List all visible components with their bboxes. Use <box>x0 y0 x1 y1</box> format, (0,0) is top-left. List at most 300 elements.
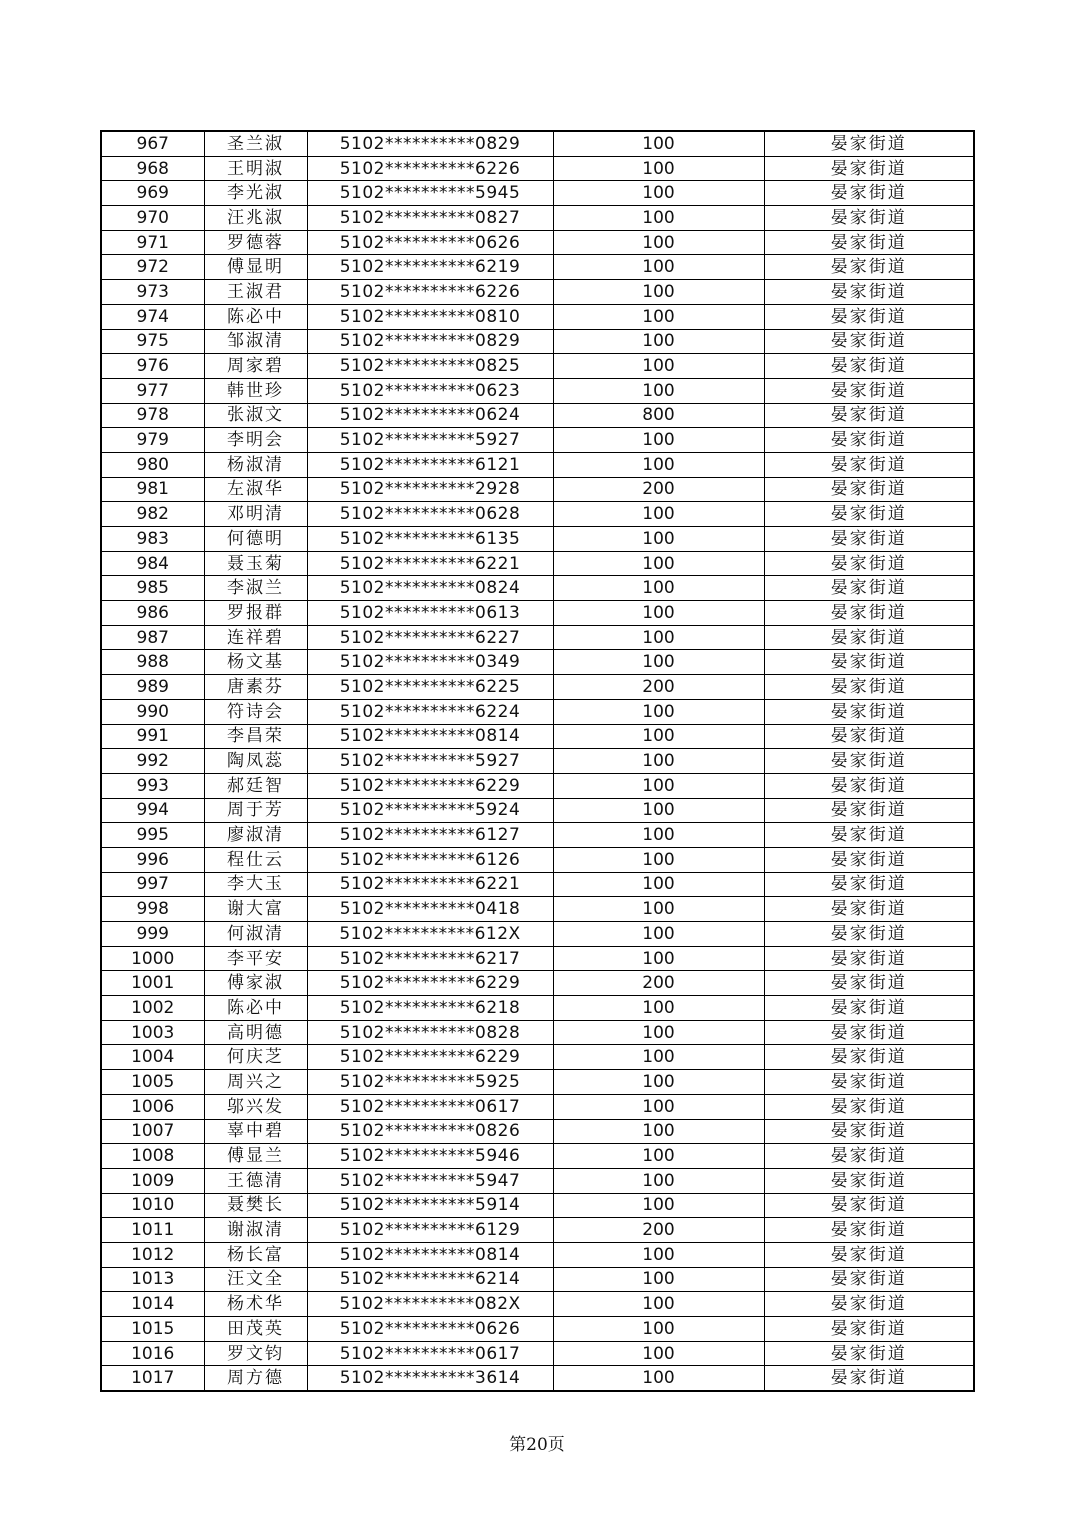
id-number-cell: 5102**********5945 <box>307 181 553 206</box>
amount-cell: 100 <box>553 823 764 848</box>
row-number-cell: 1015 <box>101 1317 204 1342</box>
amount-cell: 100 <box>553 1020 764 1045</box>
row-number-cell: 971 <box>101 230 204 255</box>
id-number-cell: 5102**********0628 <box>307 502 553 527</box>
name-cell: 李平安 <box>204 946 307 971</box>
street-cell: 晏家街道 <box>764 1317 974 1342</box>
id-number-cell: 5102**********612X <box>307 922 553 947</box>
name-cell: 左淑华 <box>204 477 307 502</box>
table-row <box>101 1341 974 1366</box>
street-cell: 晏家街道 <box>764 280 974 305</box>
street-cell: 晏家街道 <box>764 773 974 798</box>
amount-cell: 100 <box>553 551 764 576</box>
name-cell: 陈必中 <box>204 304 307 329</box>
street-cell: 晏家街道 <box>764 576 974 601</box>
street-cell: 晏家街道 <box>764 675 974 700</box>
street-cell: 晏家街道 <box>764 428 974 453</box>
amount-cell: 100 <box>553 798 764 823</box>
street-cell: 晏家街道 <box>764 699 974 724</box>
id-number-cell: 5102**********6229 <box>307 773 553 798</box>
id-number-cell: 5102**********5946 <box>307 1144 553 1169</box>
table-row <box>101 181 974 206</box>
row-number-cell: 1000 <box>101 946 204 971</box>
row-number-cell: 982 <box>101 502 204 527</box>
street-cell: 晏家街道 <box>764 1193 974 1218</box>
name-cell: 李光淑 <box>204 181 307 206</box>
row-number-cell: 974 <box>101 304 204 329</box>
amount-cell: 100 <box>553 724 764 749</box>
name-cell: 周方德 <box>204 1366 307 1391</box>
name-cell: 罗德蓉 <box>204 230 307 255</box>
name-cell: 李大玉 <box>204 872 307 897</box>
name-cell: 傅显明 <box>204 255 307 280</box>
row-number-cell: 1004 <box>101 1045 204 1070</box>
id-number-cell: 5102**********6129 <box>307 1218 553 1243</box>
street-cell: 晏家街道 <box>764 749 974 774</box>
id-number-cell: 5102**********6226 <box>307 156 553 181</box>
id-number-cell: 5102**********0810 <box>307 304 553 329</box>
table-row <box>101 724 974 749</box>
id-number-cell: 5102**********6219 <box>307 255 553 280</box>
table-row <box>101 1070 974 1095</box>
name-cell: 谢淑清 <box>204 1218 307 1243</box>
name-cell: 陶凤蕊 <box>204 749 307 774</box>
amount-cell: 100 <box>553 1193 764 1218</box>
street-cell: 晏家街道 <box>764 181 974 206</box>
amount-cell: 100 <box>553 304 764 329</box>
table-row <box>101 1045 974 1070</box>
amount-cell: 100 <box>553 1292 764 1317</box>
row-number-cell: 968 <box>101 156 204 181</box>
table-row <box>101 502 974 527</box>
table-row <box>101 1119 974 1144</box>
street-cell: 晏家街道 <box>764 823 974 848</box>
id-number-cell: 5102**********2928 <box>307 477 553 502</box>
amount-cell: 100 <box>553 329 764 354</box>
id-number-cell: 5102**********5914 <box>307 1193 553 1218</box>
name-cell: 傅显兰 <box>204 1144 307 1169</box>
table-row <box>101 1168 974 1193</box>
table-row <box>101 156 974 181</box>
table-row <box>101 551 974 576</box>
amount-cell: 100 <box>553 502 764 527</box>
row-number-cell: 1017 <box>101 1366 204 1391</box>
table-row <box>101 1218 974 1243</box>
amount-cell: 100 <box>553 156 764 181</box>
street-cell: 晏家街道 <box>764 1070 974 1095</box>
row-number-cell: 973 <box>101 280 204 305</box>
name-cell: 连祥碧 <box>204 625 307 650</box>
row-number-cell: 1006 <box>101 1094 204 1119</box>
table-row <box>101 675 974 700</box>
street-cell: 晏家街道 <box>764 131 974 156</box>
id-number-cell: 5102**********6135 <box>307 527 553 552</box>
id-number-cell: 5102**********0349 <box>307 650 553 675</box>
page-number: 第20页 <box>509 1435 565 1455</box>
name-cell: 杨长富 <box>204 1242 307 1267</box>
street-cell: 晏家街道 <box>764 971 974 996</box>
row-number-cell: 969 <box>101 181 204 206</box>
table-row <box>101 452 974 477</box>
id-number-cell: 5102**********6221 <box>307 872 553 897</box>
row-number-cell: 1005 <box>101 1070 204 1095</box>
id-number-cell: 5102**********6121 <box>307 452 553 477</box>
amount-cell: 100 <box>553 650 764 675</box>
street-cell: 晏家街道 <box>764 1292 974 1317</box>
name-cell: 李昌荣 <box>204 724 307 749</box>
table-row <box>101 304 974 329</box>
street-cell: 晏家街道 <box>764 502 974 527</box>
table-row <box>101 847 974 872</box>
table-row <box>101 1292 974 1317</box>
name-cell: 李淑兰 <box>204 576 307 601</box>
amount-cell: 100 <box>553 181 764 206</box>
amount-cell: 200 <box>553 971 764 996</box>
table-row <box>101 378 974 403</box>
row-number-cell: 983 <box>101 527 204 552</box>
amount-cell: 200 <box>553 675 764 700</box>
street-cell: 晏家街道 <box>764 403 974 428</box>
street-cell: 晏家街道 <box>764 156 974 181</box>
name-cell: 何淑清 <box>204 922 307 947</box>
street-cell: 晏家街道 <box>764 477 974 502</box>
table-row <box>101 1193 974 1218</box>
id-number-cell: 5102**********6214 <box>307 1267 553 1292</box>
name-cell: 聂樊长 <box>204 1193 307 1218</box>
name-cell: 唐素芬 <box>204 675 307 700</box>
table-row <box>101 946 974 971</box>
table-row <box>101 230 974 255</box>
table-row <box>101 1020 974 1045</box>
name-cell: 高明德 <box>204 1020 307 1045</box>
amount-cell: 100 <box>553 428 764 453</box>
id-number-cell: 5102**********0624 <box>307 403 553 428</box>
name-cell: 张淑文 <box>204 403 307 428</box>
row-number-cell: 994 <box>101 798 204 823</box>
street-cell: 晏家街道 <box>764 946 974 971</box>
name-cell: 罗文钧 <box>204 1341 307 1366</box>
table-row <box>101 650 974 675</box>
amount-cell: 100 <box>553 996 764 1021</box>
street-cell: 晏家街道 <box>764 1144 974 1169</box>
name-cell: 周家碧 <box>204 354 307 379</box>
table-row <box>101 1094 974 1119</box>
id-number-cell: 5102**********0418 <box>307 897 553 922</box>
name-cell: 傅家淑 <box>204 971 307 996</box>
table-row <box>101 699 974 724</box>
row-number-cell: 1002 <box>101 996 204 1021</box>
amount-cell: 100 <box>553 897 764 922</box>
street-cell: 晏家街道 <box>764 452 974 477</box>
row-number-cell: 978 <box>101 403 204 428</box>
id-number-cell: 5102**********0623 <box>307 378 553 403</box>
table-row <box>101 897 974 922</box>
amount-cell: 100 <box>553 749 764 774</box>
id-number-cell: 5102**********082X <box>307 1292 553 1317</box>
name-cell: 邓明清 <box>204 502 307 527</box>
table-row <box>101 1317 974 1342</box>
id-number-cell: 5102**********0828 <box>307 1020 553 1045</box>
table-row <box>101 428 974 453</box>
name-cell: 邬兴发 <box>204 1094 307 1119</box>
table-row <box>101 206 974 231</box>
amount-cell: 100 <box>553 1144 764 1169</box>
amount-cell: 100 <box>553 576 764 601</box>
street-cell: 晏家街道 <box>764 378 974 403</box>
row-number-cell: 1008 <box>101 1144 204 1169</box>
name-cell: 王德清 <box>204 1168 307 1193</box>
row-number-cell: 996 <box>101 847 204 872</box>
amount-cell: 100 <box>553 1317 764 1342</box>
id-number-cell: 5102**********5927 <box>307 749 553 774</box>
name-cell: 廖淑清 <box>204 823 307 848</box>
table-row <box>101 1242 974 1267</box>
table-row <box>101 1366 974 1391</box>
street-cell: 晏家街道 <box>764 255 974 280</box>
row-number-cell: 1012 <box>101 1242 204 1267</box>
street-cell: 晏家街道 <box>764 329 974 354</box>
table-row <box>101 872 974 897</box>
table-row <box>101 131 974 156</box>
amount-cell: 100 <box>553 773 764 798</box>
name-cell: 王淑君 <box>204 280 307 305</box>
street-cell: 晏家街道 <box>764 1267 974 1292</box>
row-number-cell: 990 <box>101 699 204 724</box>
row-number-cell: 992 <box>101 749 204 774</box>
amount-cell: 100 <box>553 255 764 280</box>
name-cell: 周兴之 <box>204 1070 307 1095</box>
table-row <box>101 823 974 848</box>
name-cell: 汪兆淑 <box>204 206 307 231</box>
table-row <box>101 625 974 650</box>
row-number-cell: 1014 <box>101 1292 204 1317</box>
table-row <box>101 255 974 280</box>
id-number-cell: 5102**********3614 <box>307 1366 553 1391</box>
row-number-cell: 1001 <box>101 971 204 996</box>
name-cell: 陈必中 <box>204 996 307 1021</box>
street-cell: 晏家街道 <box>764 724 974 749</box>
row-number-cell: 979 <box>101 428 204 453</box>
amount-cell: 100 <box>553 699 764 724</box>
row-number-cell: 998 <box>101 897 204 922</box>
id-number-cell: 5102**********0626 <box>307 230 553 255</box>
street-cell: 晏家街道 <box>764 1094 974 1119</box>
id-number-cell: 5102**********6225 <box>307 675 553 700</box>
street-cell: 晏家街道 <box>764 551 974 576</box>
table-row <box>101 477 974 502</box>
id-number-cell: 5102**********5924 <box>307 798 553 823</box>
id-number-cell: 5102**********5947 <box>307 1168 553 1193</box>
street-cell: 晏家街道 <box>764 798 974 823</box>
row-number-cell: 984 <box>101 551 204 576</box>
amount-cell: 100 <box>553 601 764 626</box>
name-cell: 聂玉菊 <box>204 551 307 576</box>
amount-cell: 100 <box>553 1070 764 1095</box>
amount-cell: 100 <box>553 946 764 971</box>
amount-cell: 100 <box>553 1242 764 1267</box>
name-cell: 罗报群 <box>204 601 307 626</box>
row-number-cell: 972 <box>101 255 204 280</box>
id-number-cell: 5102**********6224 <box>307 699 553 724</box>
amount-cell: 100 <box>553 1045 764 1070</box>
id-number-cell: 5102**********0824 <box>307 576 553 601</box>
row-number-cell: 997 <box>101 872 204 897</box>
id-number-cell: 5102**********6229 <box>307 971 553 996</box>
id-number-cell: 5102**********0829 <box>307 131 553 156</box>
id-number-cell: 5102**********0617 <box>307 1094 553 1119</box>
row-number-cell: 970 <box>101 206 204 231</box>
id-number-cell: 5102**********6127 <box>307 823 553 848</box>
amount-cell: 100 <box>553 1094 764 1119</box>
table-row <box>101 280 974 305</box>
row-number-cell: 987 <box>101 625 204 650</box>
table-row <box>101 773 974 798</box>
amount-cell: 100 <box>553 1267 764 1292</box>
name-cell: 何庆芝 <box>204 1045 307 1070</box>
name-cell: 辜中碧 <box>204 1119 307 1144</box>
name-cell: 韩世珍 <box>204 378 307 403</box>
row-number-cell: 988 <box>101 650 204 675</box>
amount-cell: 100 <box>553 1341 764 1366</box>
street-cell: 晏家街道 <box>764 1218 974 1243</box>
amount-cell: 100 <box>553 1119 764 1144</box>
row-number-cell: 993 <box>101 773 204 798</box>
street-cell: 晏家街道 <box>764 650 974 675</box>
table-row <box>101 403 974 428</box>
street-cell: 晏家街道 <box>764 1168 974 1193</box>
name-cell: 何德明 <box>204 527 307 552</box>
amount-cell: 100 <box>553 230 764 255</box>
street-cell: 晏家街道 <box>764 1341 974 1366</box>
name-cell: 圣兰淑 <box>204 131 307 156</box>
table-row <box>101 971 974 996</box>
amount-cell: 100 <box>553 847 764 872</box>
street-cell: 晏家街道 <box>764 922 974 947</box>
row-number-cell: 981 <box>101 477 204 502</box>
row-number-cell: 999 <box>101 922 204 947</box>
id-number-cell: 5102**********6226 <box>307 280 553 305</box>
row-number-cell: 986 <box>101 601 204 626</box>
name-cell: 李明会 <box>204 428 307 453</box>
street-cell: 晏家街道 <box>764 847 974 872</box>
amount-cell: 100 <box>553 1168 764 1193</box>
name-cell: 符诗会 <box>204 699 307 724</box>
id-number-cell: 5102**********6126 <box>307 847 553 872</box>
street-cell: 晏家街道 <box>764 206 974 231</box>
street-cell: 晏家街道 <box>764 1045 974 1070</box>
street-cell: 晏家街道 <box>764 354 974 379</box>
row-number-cell: 989 <box>101 675 204 700</box>
table-row <box>101 329 974 354</box>
street-cell: 晏家街道 <box>764 304 974 329</box>
row-number-cell: 975 <box>101 329 204 354</box>
row-number-cell: 967 <box>101 131 204 156</box>
row-number-cell: 1016 <box>101 1341 204 1366</box>
name-cell: 谢大富 <box>204 897 307 922</box>
id-number-cell: 5102**********0829 <box>307 329 553 354</box>
table-row <box>101 354 974 379</box>
row-number-cell: 991 <box>101 724 204 749</box>
id-number-cell: 5102**********6227 <box>307 625 553 650</box>
row-number-cell: 1010 <box>101 1193 204 1218</box>
amount-cell: 100 <box>553 280 764 305</box>
id-number-cell: 5102**********0827 <box>307 206 553 231</box>
name-cell: 周于芳 <box>204 798 307 823</box>
name-cell: 杨文基 <box>204 650 307 675</box>
amount-cell: 100 <box>553 452 764 477</box>
amount-cell: 200 <box>553 477 764 502</box>
amount-cell: 100 <box>553 1366 764 1391</box>
row-number-cell: 1011 <box>101 1218 204 1243</box>
street-cell: 晏家街道 <box>764 527 974 552</box>
table-row <box>101 576 974 601</box>
amount-cell: 100 <box>553 378 764 403</box>
table-row <box>101 1144 974 1169</box>
name-cell: 杨淑清 <box>204 452 307 477</box>
row-number-cell: 976 <box>101 354 204 379</box>
name-cell: 邹淑清 <box>204 329 307 354</box>
street-cell: 晏家街道 <box>764 897 974 922</box>
name-cell: 程仕云 <box>204 847 307 872</box>
row-number-cell: 977 <box>101 378 204 403</box>
amount-cell: 100 <box>553 206 764 231</box>
street-cell: 晏家街道 <box>764 230 974 255</box>
id-number-cell: 5102**********0613 <box>307 601 553 626</box>
id-number-cell: 5102**********5925 <box>307 1070 553 1095</box>
street-cell: 晏家街道 <box>764 996 974 1021</box>
amount-cell: 800 <box>553 403 764 428</box>
id-number-cell: 5102**********0826 <box>307 1119 553 1144</box>
row-number-cell: 985 <box>101 576 204 601</box>
id-number-cell: 5102**********6229 <box>307 1045 553 1070</box>
amount-cell: 100 <box>553 131 764 156</box>
street-cell: 晏家街道 <box>764 872 974 897</box>
table-row <box>101 527 974 552</box>
id-number-cell: 5102**********0814 <box>307 724 553 749</box>
name-cell: 王明淑 <box>204 156 307 181</box>
amount-cell: 100 <box>553 922 764 947</box>
records-table-body <box>101 131 974 1391</box>
id-number-cell: 5102**********6221 <box>307 551 553 576</box>
street-cell: 晏家街道 <box>764 625 974 650</box>
table-row <box>101 922 974 947</box>
street-cell: 晏家街道 <box>764 1119 974 1144</box>
id-number-cell: 5102**********6218 <box>307 996 553 1021</box>
table-row <box>101 996 974 1021</box>
records-table <box>100 130 975 1392</box>
row-number-cell: 980 <box>101 452 204 477</box>
id-number-cell: 5102**********5927 <box>307 428 553 453</box>
id-number-cell: 5102**********0626 <box>307 1317 553 1342</box>
name-cell: 郝廷智 <box>204 773 307 798</box>
row-number-cell: 1003 <box>101 1020 204 1045</box>
id-number-cell: 5102**********0814 <box>307 1242 553 1267</box>
street-cell: 晏家街道 <box>764 1242 974 1267</box>
table-row <box>101 749 974 774</box>
id-number-cell: 5102**********0825 <box>307 354 553 379</box>
street-cell: 晏家街道 <box>764 1366 974 1391</box>
name-cell: 汪文全 <box>204 1267 307 1292</box>
street-cell: 晏家街道 <box>764 601 974 626</box>
row-number-cell: 1013 <box>101 1267 204 1292</box>
amount-cell: 100 <box>553 354 764 379</box>
amount-cell: 100 <box>553 527 764 552</box>
name-cell: 杨术华 <box>204 1292 307 1317</box>
id-number-cell: 5102**********6217 <box>307 946 553 971</box>
amount-cell: 200 <box>553 1218 764 1243</box>
row-number-cell: 995 <box>101 823 204 848</box>
amount-cell: 100 <box>553 872 764 897</box>
